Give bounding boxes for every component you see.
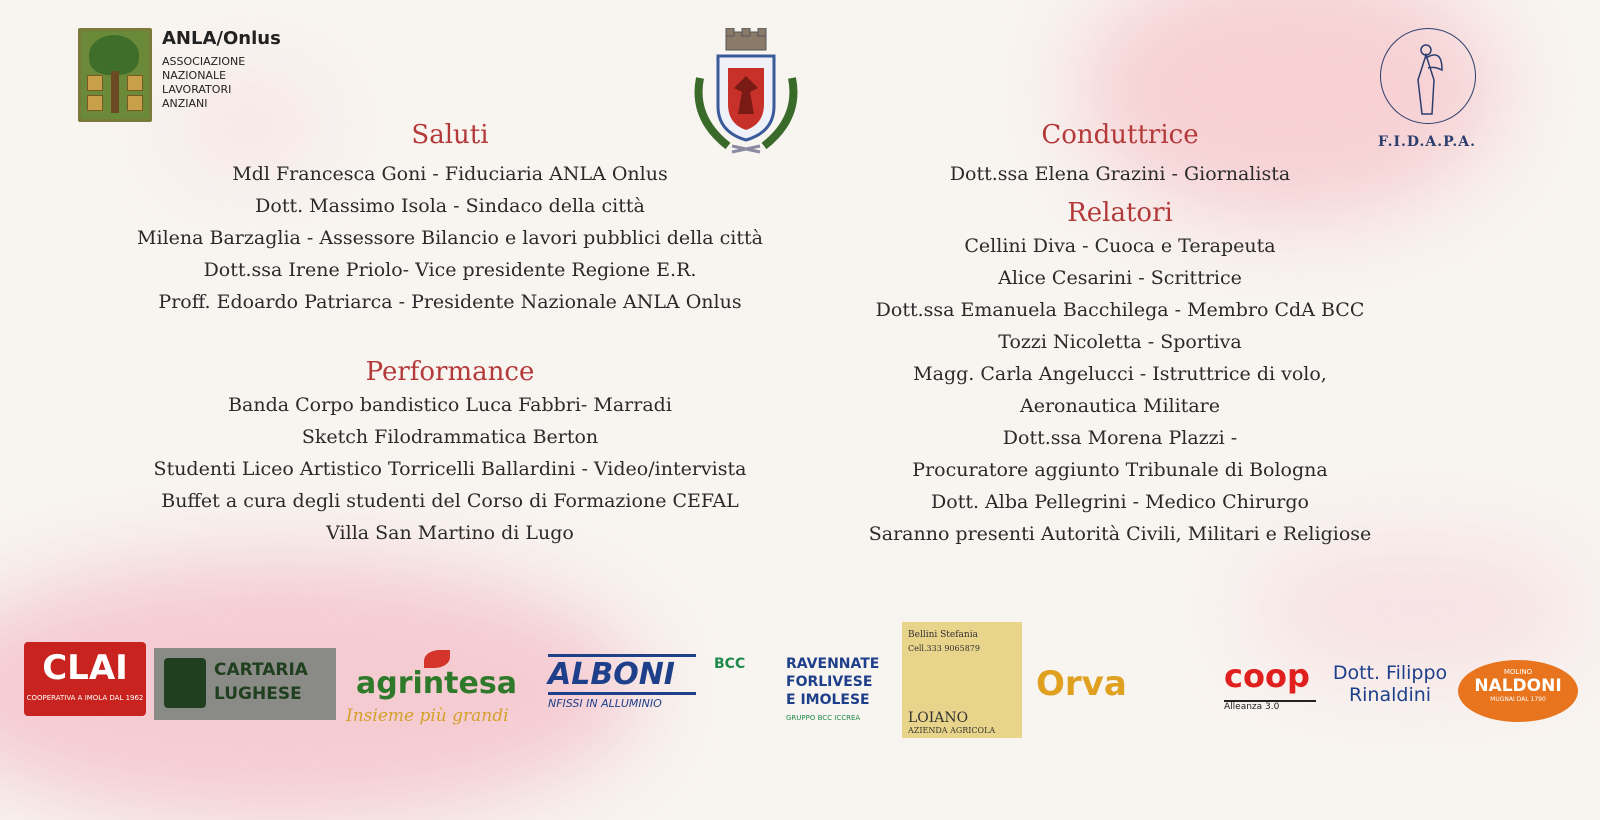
performance-line: Banda Corpo bandistico Luca Fabbri- Marradi bbox=[228, 394, 672, 416]
sponsor-naldoni-logo bbox=[1458, 660, 1578, 722]
sponsor-bcc-logo bbox=[714, 652, 890, 728]
anla-subtitle-line: ASSOCIAZIONE bbox=[162, 55, 246, 68]
relatori-line: Saranno presenti Autorità Civili, Militari e Religiose bbox=[868, 523, 1372, 545]
alboni-name: ALBONI bbox=[548, 654, 696, 695]
winged-figure-icon bbox=[1408, 40, 1444, 116]
anla-subtitle-line: ANZIANI bbox=[162, 97, 208, 110]
naldoni-sub: MUGNAI DAL 1790 bbox=[1490, 696, 1546, 703]
saluti-line: Milena Barzaglia - Assessore Bilancio e lavori pubblici della città bbox=[137, 227, 763, 249]
conduttrice-section bbox=[820, 118, 1420, 190]
orva-name: Orva bbox=[1036, 664, 1127, 704]
alboni-tagline: NFISSI IN ALLUMINIO bbox=[548, 697, 662, 710]
relatori-line: Dott.ssa Emanuela Bacchilega - Membro CdA BCC bbox=[875, 299, 1365, 321]
sponsor-alboni-logo bbox=[548, 654, 696, 720]
saluti-line: Dott.ssa Irene Priolo- Vice presidente Regione E.R. bbox=[203, 259, 697, 281]
bcc-group: GRUPPO BCC ICCREA bbox=[786, 714, 861, 722]
clai-tagline: COOPERATIVA A IMOLA DAL 1962 bbox=[26, 694, 144, 702]
anla-subtitle-line: NAZIONALE bbox=[162, 69, 227, 82]
agrintesa-tagline: Insieme più grandi bbox=[346, 706, 509, 726]
performance-line: Villa San Martino di Lugo bbox=[326, 522, 574, 544]
bcc-line1: RAVENNATE bbox=[786, 656, 880, 672]
relatori-line: Tozzi Nicoletta - Sportiva bbox=[998, 331, 1242, 353]
saluti-line: Mdl Francesca Goni - Fiduciaria ANLA Onlus bbox=[232, 163, 668, 185]
bcc-mark: BCC bbox=[714, 656, 746, 672]
agrintesa-name: agrintesa bbox=[356, 666, 517, 701]
cartaria-line1: CARTARIA bbox=[214, 660, 308, 680]
loiano-sub: AZIENDA AGRICOLA bbox=[908, 726, 996, 735]
saluti-section bbox=[60, 118, 840, 318]
anla-emblem-icon bbox=[78, 28, 152, 122]
relatori-line: Aeronautica Militare bbox=[1020, 395, 1220, 417]
naldoni-top: MOLINO bbox=[1503, 668, 1533, 676]
saluti-line: Dott. Massimo Isola - Sindaco della città bbox=[255, 195, 645, 217]
relatori-title: Relatori bbox=[1067, 198, 1173, 228]
saluti-line: Proff. Edoardo Patriarca - Presidente Nazionale ANLA Onlus bbox=[158, 291, 742, 313]
sponsor-orva-logo bbox=[1036, 664, 1186, 714]
conduttrice-line: Dott.ssa Elena Grazini - Giornalista bbox=[949, 163, 1291, 185]
relatori-line: Dott. Alba Pellegrini - Medico Chirurgo bbox=[931, 491, 1309, 513]
relatori-line: Cellini Diva - Cuoca e Terapeuta bbox=[964, 235, 1276, 257]
bcc-line2: FORLIVESE bbox=[786, 674, 873, 690]
rinaldini-line1: Dott. Filippo bbox=[1332, 662, 1448, 684]
clai-name: CLAI bbox=[42, 648, 128, 688]
saluti-title: Saluti bbox=[411, 120, 489, 150]
fidapa-label: F.I.D.A.P.A. bbox=[1378, 134, 1476, 150]
relatori-section bbox=[820, 196, 1420, 550]
anla-subtitle-line: LAVORATORI bbox=[162, 83, 232, 96]
sponsor-rinaldini-text bbox=[1330, 662, 1450, 706]
sponsor-clai-logo bbox=[24, 642, 146, 716]
coop-name: coop bbox=[1224, 657, 1310, 695]
cartaria-line2: LUGHESE bbox=[214, 684, 302, 704]
performance-section bbox=[60, 355, 840, 549]
sponsor-loiano-logo bbox=[902, 622, 1022, 738]
sponsor-cartaria-logo bbox=[154, 648, 336, 720]
loiano-phone: Cell.333 9065879 bbox=[908, 644, 980, 653]
loiano-name: LOIANO bbox=[908, 710, 969, 726]
cartaria-icon bbox=[164, 658, 206, 708]
anla-title: ANLA/Onlus bbox=[162, 28, 281, 49]
relatori-line: Alice Cesarini - Scrittrice bbox=[998, 267, 1242, 289]
naldoni-name: NALDONI bbox=[1474, 676, 1562, 696]
performance-line: Studenti Liceo Artistico Torricelli Ballardini - Video/intervista bbox=[153, 458, 747, 480]
loiano-owner: Bellini Stefania bbox=[908, 630, 978, 640]
coop-sub: Alleanza 3.0 bbox=[1224, 700, 1316, 712]
anla-logo bbox=[78, 28, 281, 122]
bcc-line3: E IMOLESE bbox=[786, 692, 870, 708]
conduttrice-title: Conduttrice bbox=[1041, 120, 1199, 150]
rinaldini-line2: Rinaldini bbox=[1348, 684, 1432, 706]
performance-title: Performance bbox=[365, 357, 535, 387]
relatori-line: Magg. Carla Angelucci - Istruttrice di volo, bbox=[913, 363, 1327, 385]
performance-line: Buffet a cura degli studenti del Corso di Formazione CEFAL bbox=[161, 490, 739, 512]
relatori-line: Procuratore aggiunto Tribunale di Bologna bbox=[912, 459, 1328, 481]
sponsor-agrintesa-logo bbox=[346, 650, 542, 734]
performance-line: Sketch Filodrammatica Berton bbox=[301, 426, 599, 448]
sponsor-coop-logo bbox=[1224, 658, 1316, 720]
relatori-line: Dott.ssa Morena Plazzi - bbox=[1002, 427, 1238, 449]
